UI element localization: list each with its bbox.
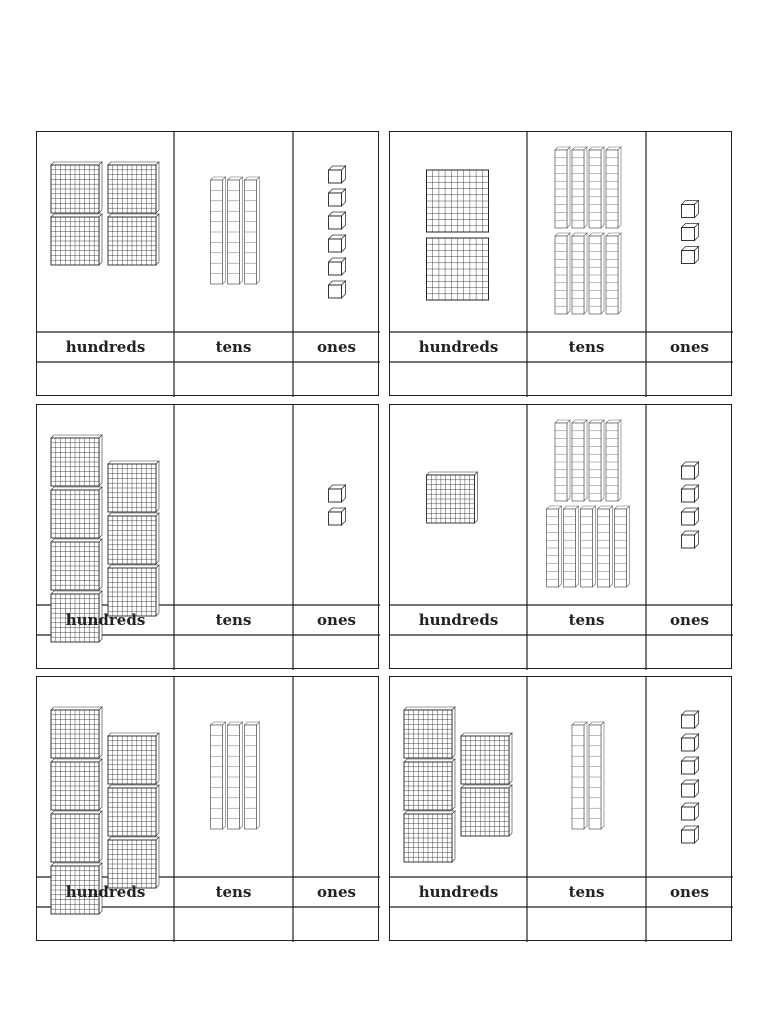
ten-rod (598, 506, 613, 587)
one-cube (329, 281, 346, 298)
tens-rods (555, 147, 621, 314)
hundred-flat (404, 759, 455, 810)
ones-answer-box[interactable] (293, 635, 380, 668)
one-cube (682, 508, 699, 525)
hundreds-answer-box[interactable] (390, 362, 527, 395)
ten-rod (555, 420, 570, 501)
ones-cubes (329, 485, 346, 525)
ten-rod (572, 233, 587, 314)
hundreds-answer-box[interactable] (390, 635, 527, 668)
tens-answer-box[interactable] (527, 635, 646, 668)
hundred-flat (51, 811, 102, 862)
hundred-flat (51, 162, 102, 213)
hundreds-label: hundreds (418, 883, 499, 901)
hundreds-label: hundreds (65, 883, 146, 901)
ten-rod (555, 233, 570, 314)
one-cube (682, 711, 699, 728)
hundreds-answer-box[interactable] (390, 907, 527, 940)
ten-rod (228, 722, 243, 829)
tens-label: tens (568, 338, 605, 356)
hundred-flat (51, 759, 102, 810)
hundred-flat (108, 785, 159, 836)
one-cube (682, 201, 699, 218)
ten-rod (572, 722, 587, 829)
ten-rod (211, 722, 226, 829)
ones-answer-box[interactable] (293, 907, 380, 940)
ones-answer-box[interactable] (646, 635, 733, 668)
tens-rods (211, 177, 260, 284)
one-cube (329, 508, 346, 525)
hundreds-label: hundreds (418, 611, 499, 629)
one-cube (682, 803, 699, 820)
ones-label: ones (670, 883, 709, 901)
hundred-flat (108, 214, 159, 265)
one-cube (682, 485, 699, 502)
ten-rod (606, 420, 621, 501)
hundred-flat (51, 487, 102, 538)
ten-rod (572, 420, 587, 501)
hundred-flat (404, 707, 455, 758)
one-cube (682, 247, 699, 264)
hundreds-answer-box[interactable] (37, 635, 174, 668)
one-cube (682, 462, 699, 479)
ones-cubes (682, 462, 699, 548)
ten-rod (564, 506, 579, 587)
tens-rods (547, 420, 630, 587)
hundred-flat (51, 707, 102, 758)
ones-label: ones (317, 883, 356, 901)
ones-label: ones (317, 611, 356, 629)
ones-label: ones (317, 338, 356, 356)
one-cube (329, 485, 346, 502)
tens-label: tens (568, 883, 605, 901)
place-value-panel (389, 404, 732, 669)
one-cube (329, 166, 346, 183)
ones-cubes (329, 166, 346, 298)
ten-rod (581, 506, 596, 587)
hundred-flat (108, 513, 159, 564)
one-cube (682, 826, 699, 843)
hundreds-label: hundreds (418, 338, 499, 356)
tens-rods (211, 722, 260, 829)
hundred-flat (51, 435, 102, 486)
one-cube (329, 212, 346, 229)
hundred-flat (51, 539, 102, 590)
tens-rods (572, 722, 604, 829)
hundreds-blocks (427, 170, 489, 300)
one-cube (329, 189, 346, 206)
ten-rod (606, 233, 621, 314)
hundred-flat (108, 733, 159, 784)
place-value-panel (389, 131, 732, 396)
one-cube (682, 780, 699, 797)
hundreds-label: hundreds (65, 338, 146, 356)
hundred-flat (108, 162, 159, 213)
ones-answer-box[interactable] (646, 362, 733, 395)
one-cube (329, 258, 346, 275)
hundreds-blocks (51, 162, 159, 265)
hundreds-label: hundreds (65, 611, 146, 629)
ten-rod (589, 420, 604, 501)
tens-answer-box[interactable] (527, 362, 646, 395)
tens-label: tens (215, 883, 252, 901)
tens-label: tens (568, 611, 605, 629)
ten-rod (572, 147, 587, 228)
ten-rod (615, 506, 630, 587)
ten-rod (589, 722, 604, 829)
ones-answer-box[interactable] (646, 907, 733, 940)
ten-rod (211, 177, 226, 284)
one-cube (682, 224, 699, 241)
ten-rod (555, 147, 570, 228)
tens-answer-box[interactable] (174, 907, 293, 940)
tens-answer-box[interactable] (174, 635, 293, 668)
one-cube (682, 757, 699, 774)
ones-label: ones (670, 338, 709, 356)
one-cube (682, 734, 699, 751)
hundred-flat (461, 785, 512, 836)
tens-answer-box[interactable] (527, 907, 646, 940)
one-cube (329, 235, 346, 252)
ten-rod (606, 147, 621, 228)
tens-answer-box[interactable] (174, 362, 293, 395)
ten-rod (245, 177, 260, 284)
hundreds-answer-box[interactable] (37, 362, 174, 395)
place-value-panel (36, 131, 379, 396)
place-value-panel (36, 404, 379, 669)
hundred-flat (108, 461, 159, 512)
tens-label: tens (215, 338, 252, 356)
ten-rod (245, 722, 260, 829)
one-cube (682, 531, 699, 548)
place-value-panel (36, 676, 379, 941)
hundred-flat (51, 214, 102, 265)
hundred-flat (461, 733, 512, 784)
hundred-flat (404, 811, 455, 862)
ten-rod (589, 233, 604, 314)
ones-answer-box[interactable] (293, 362, 380, 395)
hundred-flat (427, 170, 489, 232)
hundreds-blocks (427, 472, 478, 523)
ones-label: ones (670, 611, 709, 629)
hundred-flat (427, 472, 478, 523)
ones-cubes (682, 711, 699, 843)
hundred-flat (427, 238, 489, 300)
tens-label: tens (215, 611, 252, 629)
place-value-panel (389, 676, 732, 941)
ones-cubes (682, 201, 699, 264)
ten-rod (228, 177, 243, 284)
ten-rod (589, 147, 604, 228)
ten-rod (547, 506, 562, 587)
hundreds-blocks (404, 707, 512, 862)
hundreds-answer-box[interactable] (37, 907, 174, 940)
